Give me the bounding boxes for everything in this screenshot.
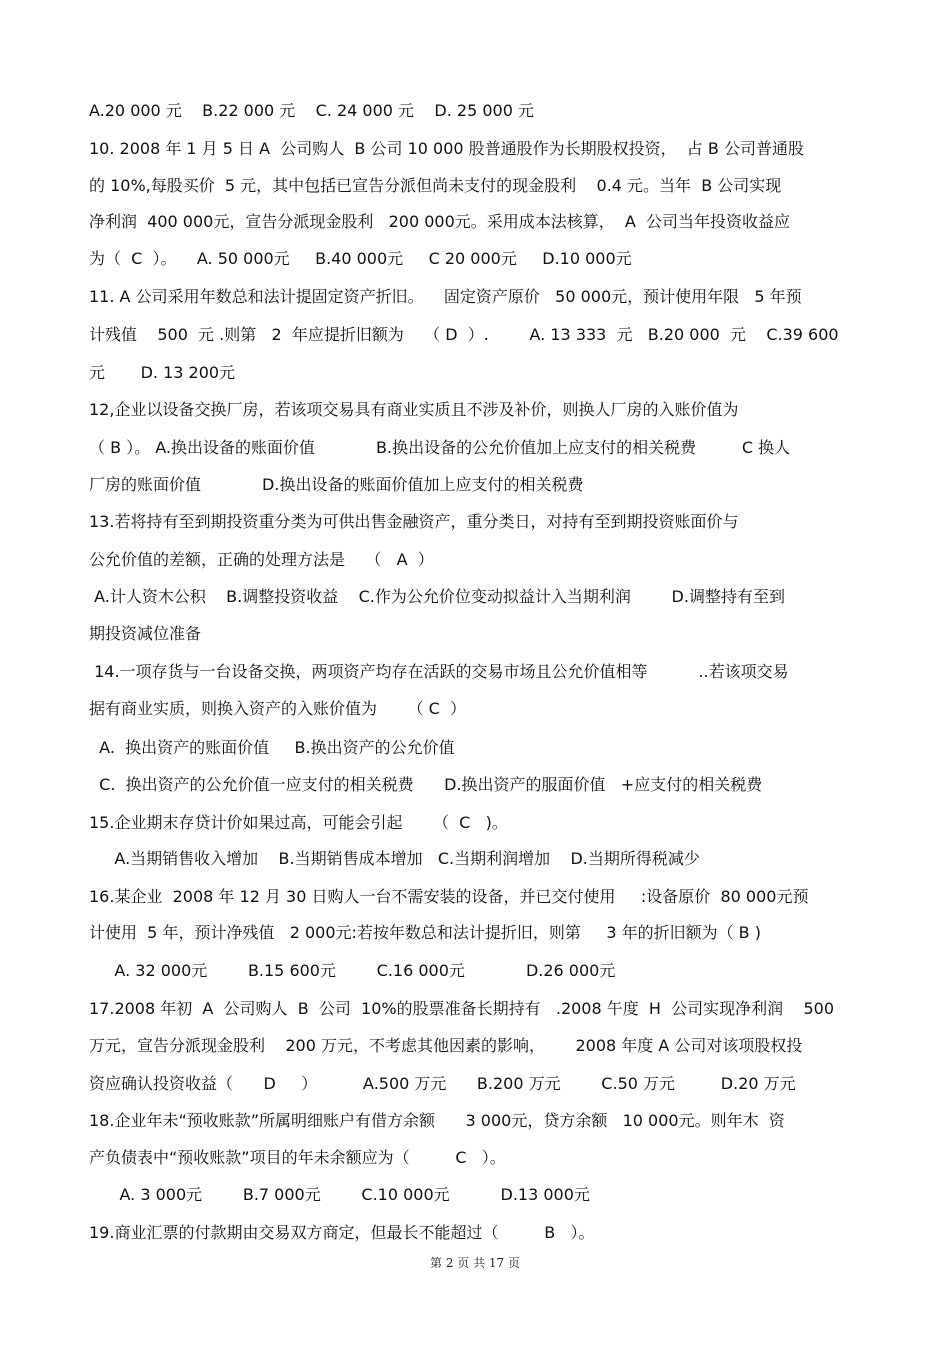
text-line: 产负债表中“预收账款”项目的年未余额应为（ C ）。: [89, 1148, 506, 1167]
text-line: 据有商业实质，则换入资产的入账价值为 （ C ）: [89, 699, 466, 718]
text-line: A. 换出资产的账面价值 B.换出资产的公允价值: [89, 738, 455, 757]
text-line: 期投资减位准备: [89, 624, 202, 643]
text-line: A.计人资木公积 B.调整投资收益 C.作为公允价位变动拟益计入当期利润 D.调整持有至到: [89, 587, 785, 606]
text-line: 14.一项存货与一台设备交换，两项资产均存在活跃的交易市场且公允价值相等 ..若该项交易: [89, 662, 789, 681]
text-line: 厂房的账面价值 D.换出设备的账面价值加上应支付的相关税费: [89, 475, 584, 494]
text-line: 10. 2008 年 1 月 5 日 A 公司购人 B 公司 10 000 股普通股作为长期股权投资， 占 B 公司普通股: [89, 139, 804, 158]
text-line: （ B ）。 A.换出设备的账面价值 B.换出设备的公允价值加上应支付的相关税费 C 换人: [89, 438, 791, 457]
text-line: 万元，宣告分派现金股利 200 万元，不考虑其他因素的影响， 2008 年度 A 公司对该项股权投: [89, 1036, 803, 1055]
page-footer: 第 2 页 共 17 页: [430, 1256, 520, 1270]
text-line: A.20 000 元 B.22 000 元 C. 24 000 元 D. 25 000 元: [89, 101, 534, 120]
text-line: 净利润 400 000元，宣告分派现金股利 200 000元。采用成本法核算， A 公司当年投资收益应: [89, 212, 791, 231]
text-line: 18.企业年未“预收账款”所属明细账户有借方余额 3 000元，贷方余额 10 000元。则年木 资: [89, 1111, 785, 1130]
text-line: 计残值 500 元 .则第 2 年应提折旧额为 （ D ）. A. 13 333 元 B.20 000 元 C.39 600: [89, 325, 839, 344]
text-line: 13.若将持有至到期投资重分类为可供出售金融资产，重分类日，对持有至到期投资账面价与: [89, 512, 739, 531]
text-line: 17.2008 年初 A 公司购人 B 公司 10%的股票准备长期持有 .2008 午度 H 公司实现净利润 500: [89, 999, 835, 1018]
text-line: 15.企业期末存贷计价如果过高，可能会引起 （ C )。: [89, 813, 508, 832]
text-line: A. 32 000元 B.15 600元 C.16 000元 D.26 000元: [89, 961, 616, 980]
text-line: A. 3 000元 B.7 000元 C.10 000元 D.13 000元: [89, 1185, 590, 1204]
text-line: C. 换出资产的公允价值一应支付的相关税费 D.换出资产的服面价值 +应支付的相关税费: [89, 775, 763, 794]
text-line: 12,企业以设备交换厂房，若该项交易具有商业实质且不涉及补价，则换人厂房的入账价值为: [89, 400, 739, 419]
text-line: 公允价值的差额，正确的处理方法是 （ A ）: [89, 550, 434, 569]
text-line: 19.商业汇票的付款期由交易双方商定，但最长不能超过（ B ）。: [89, 1223, 595, 1242]
text-line: 的 10%,每股买价 5 元，其中包括已宣告分派但尚未支付的现金股利 0.4 元。当年 B 公司实现: [89, 176, 782, 195]
text-line: 为（ C ）。 A. 50 000元 B.40 000元 C 20 000元 D.10 000元: [89, 249, 632, 268]
text-line: 16.某企业 2008 年 12 月 30 日购人一台不需安装的设备，并已交付使用 :设备原价 80 000元预: [89, 887, 809, 906]
text-line: 计使用 5 年，预计净残值 2 000元:若按年数总和法计提折旧，则第 3 年的折旧额为（ B ): [89, 923, 761, 942]
text-line: 元 D. 13 200元: [89, 363, 236, 382]
text-line: 11. A 公司采用年数总和法计提固定资产折旧。 固定资产原价 50 000元，预计使用年限 5 年预: [89, 287, 802, 306]
text-line: A.当期销售收入增加 B.当期销售成本增加 C.当期利润增加 D.当期所得税减少: [89, 849, 700, 868]
text-line: 资应确认投资收益（ D ） A.500 万元 B.200 万元 C.50 万元 D.20 万元: [89, 1074, 796, 1093]
